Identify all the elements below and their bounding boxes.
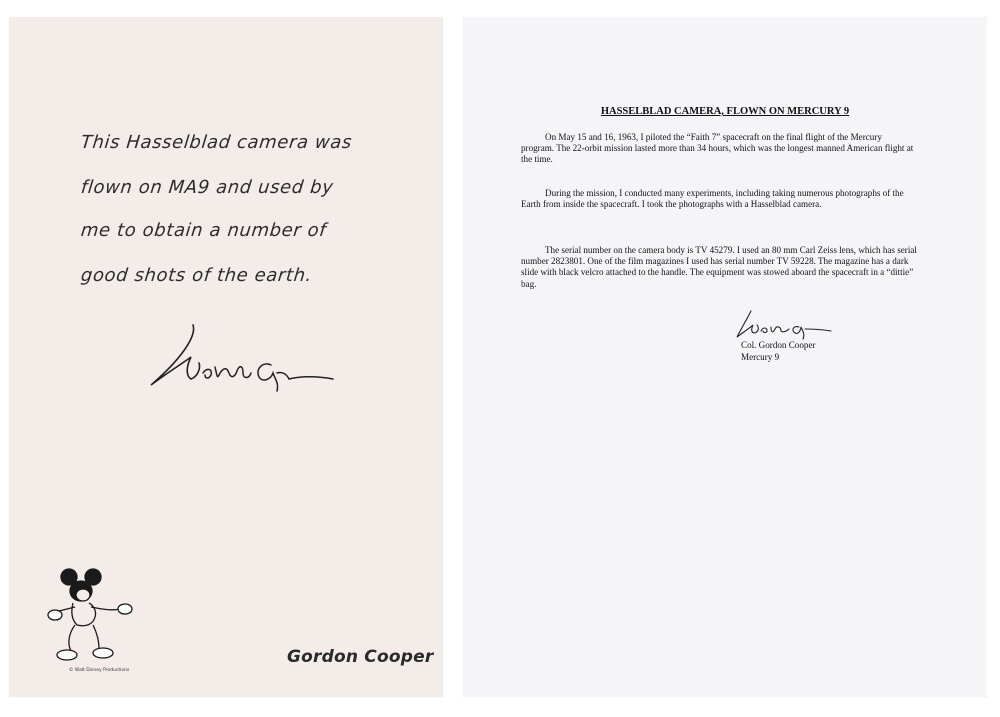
handwritten-line: This Hasselblad camera was <box>79 132 354 153</box>
handwritten-signature <box>137 317 337 397</box>
letter-paragraph: The serial number on the camera body is TV 45279. I used an 80 mm Carl Zeiss lens, which has serial number 2823801. One of the film magazines I used has serial number TV 59228. The magazine has a dark slide with black velcro attached to the handle. The equipment was stowed aboard the spacecraft in a “dittie” bag. <box>521 245 917 289</box>
handwritten-card <box>9 17 443 697</box>
printed-name-imprint: Gordon Cooper <box>287 647 434 667</box>
typed-letter <box>463 17 987 697</box>
letter-paragraph: During the mission, I conducted many experiments, including taking numerous photographs of the Earth from inside the spacecraft. I took the photographs with a Hasselblad camera. <box>521 188 904 210</box>
signer-name: Col. Gordon Cooper <box>741 340 816 350</box>
handwritten-line: me to obtain a number of <box>79 220 328 241</box>
handwritten-line: flown on MA9 and used by <box>79 177 335 198</box>
mickey-mouse-illustration <box>47 565 133 669</box>
letter-title: HASSELBLAD CAMERA, FLOWN ON MERCURY 9 <box>600 106 850 117</box>
letter-signature <box>735 307 835 341</box>
signer-mission: Mercury 9 <box>741 352 780 362</box>
handwritten-line: good shots of the earth. <box>79 265 314 286</box>
copyright-notice: © Walt Disney Productions <box>69 668 130 673</box>
letter-paragraph: On May 15 and 16, 1963, I piloted the “Faith 7” spacecraft on the final flight of the Mercury program. The 22-orbit mission lasted more than 34 hours, which was the longest manned American flight at the time. <box>521 132 914 165</box>
